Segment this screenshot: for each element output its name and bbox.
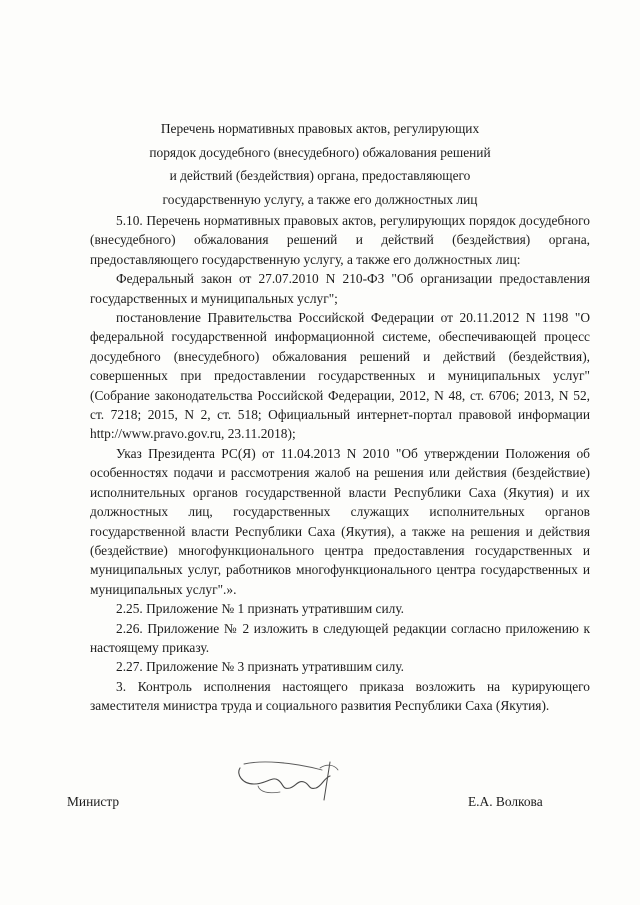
document-body [90, 211, 590, 716]
paragraph-government-decree: постановление Правительства Российской Федерации от 20.11.2012 N 1198 "О федеральной государственной информационной системе, обеспечивающей процесс досудебного (внесудебного) обжалования решений и действий (бездействия), совершенных при предоставлении государственных и муниципальных услуг" (Собрание законодательства Российской Федерации, 2012, N 48, ст. 6706; 2013, N 52, ст. 7218; 2015, N 2, ст. 518; Официальный интернет-портал правовой информации http://www.pravo.gov.ru, 23.11.2018); [90, 310, 590, 442]
paragraph-2-25: 2.25. Приложение № 1 признать утратившим силу. [116, 601, 405, 617]
handwritten-signature [232, 754, 352, 814]
paragraph-3: 3. Контроль исполнения настоящего приказа возложить на курирующего заместителя министра труда и социального развития Республики Саха (Якутия). [90, 678, 590, 714]
title-line: Перечень нормативных правовых актов, регулирующих [160, 121, 480, 136]
paragraph-president-decree: Указ Президента РС(Я) от 11.04.2013 N 2010 "Об утверждении Положения об особенностях подачи и рассмотрения жалоб на решения или действия (бездействие) исполнительных органов государственной власти Республики Саха (Якутия) и их должностных лиц, государственных служащих исполнительных органов государственной власти Республики Саха (Якутия), а также на решения и действия (бездействие) многофункционального центра предоставления государственных и муниципальных услуг, работников многофункционального центра государственных и муниципальных услуг".». [90, 445, 590, 597]
title-line: порядок досудебного (внесудебного) обжалования решений [149, 144, 491, 160]
document-title [90, 117, 550, 211]
paragraph-5-10: 5.10. Перечень нормативных правовых актов, регулирующих порядок досудебного (внесудебного) обжалования решений и действий (бездействия) органа, предоставляющего государственную услугу, а также его должностных лиц: [90, 213, 590, 267]
signatory-position: Министр [67, 794, 120, 809]
paragraph-federal-law: Федеральный закон от 27.07.2010 N 210-ФЗ "Об организации предоставления государственных и муниципальных услуг"; [90, 271, 590, 306]
signatory-name: Е.А. Волкова [468, 794, 543, 809]
paragraph-2-26: 2.26. Приложение № 2 изложить в следующей редакции согласно приложению к настоящему приказу. [90, 620, 590, 655]
paragraph-2-27: 2.27. Приложение № 3 признать утратившим силу. [116, 659, 405, 675]
title-line: государственную услугу, а также его должностных лиц [162, 191, 478, 207]
title-line: и действий (бездействия) органа, предоставляющего [169, 168, 471, 183]
